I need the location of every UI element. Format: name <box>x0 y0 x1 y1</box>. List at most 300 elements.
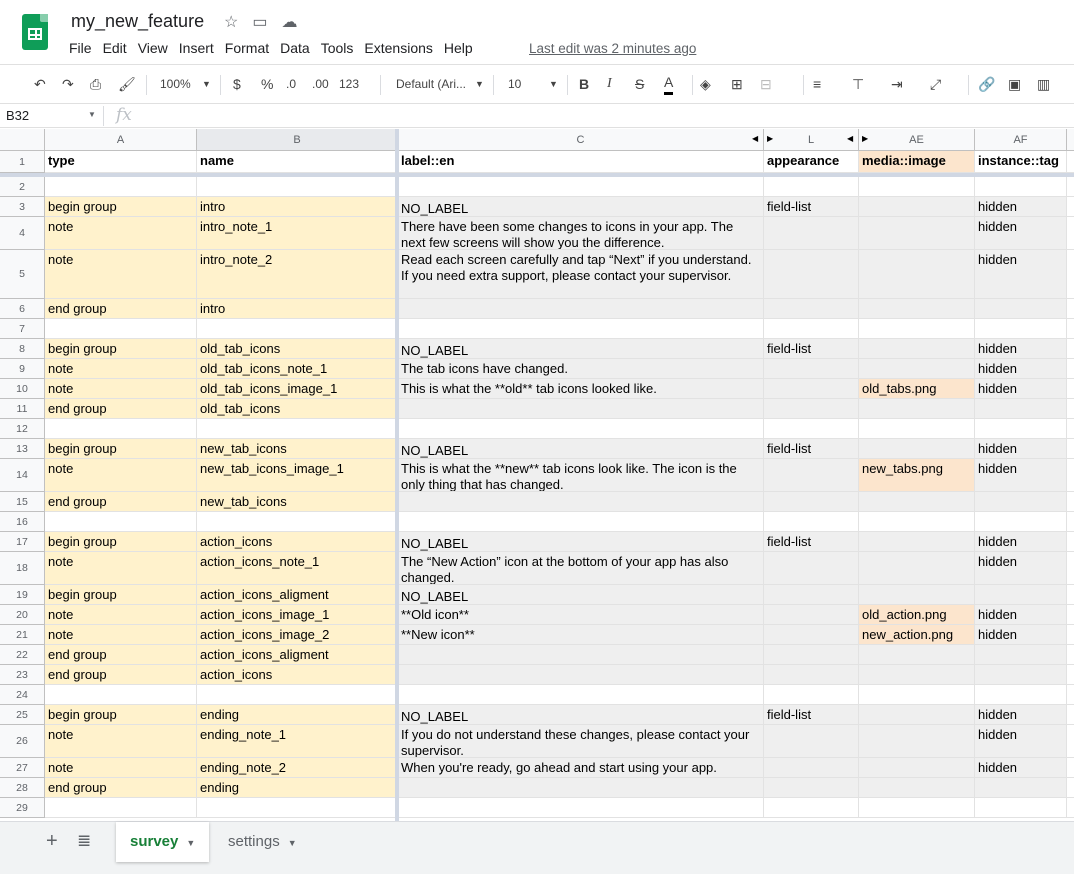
cell-label-en[interactable] <box>398 778 764 798</box>
cell-label-en[interactable]: The tab icons have changed. <box>398 359 764 379</box>
cell-instance-tag[interactable] <box>975 585 1067 605</box>
row-header[interactable]: 13 <box>0 439 45 459</box>
cell-label-en[interactable]: NO_LABEL <box>398 439 764 459</box>
cell-overflow[interactable] <box>1067 725 1074 758</box>
document-title[interactable]: my_new_feature <box>71 11 205 31</box>
column-title-appearance[interactable]: appearance <box>764 151 859 173</box>
cell-instance-tag[interactable] <box>975 512 1067 532</box>
cell-instance-tag[interactable]: hidden <box>975 725 1067 758</box>
cell-instance-tag[interactable] <box>975 177 1067 197</box>
cell-appearance[interactable] <box>764 217 859 250</box>
cell-label-en[interactable]: This is what the **new** tab icons look like. The icon is the only thing that has changed. <box>398 459 764 492</box>
cell-overflow[interactable] <box>1067 197 1074 217</box>
cell-label-en[interactable]: NO_LABEL <box>398 585 764 605</box>
row-header[interactable]: 9 <box>0 359 45 379</box>
cell-media-image[interactable] <box>859 319 975 339</box>
cell-type[interactable]: begin group <box>45 532 197 552</box>
menu-insert[interactable]: Insert <box>178 40 214 56</box>
cell-media-image[interactable]: new_tabs.png <box>859 459 975 492</box>
cell-media-image[interactable] <box>859 705 975 725</box>
cell-overflow[interactable] <box>1067 459 1074 492</box>
cell-instance-tag[interactable]: hidden <box>975 532 1067 552</box>
cell-label-en[interactable] <box>398 645 764 665</box>
cell-instance-tag[interactable]: hidden <box>975 552 1067 585</box>
cell-label-en[interactable]: Read each screen carefully and tap “Next” if you understand. If you need extra support, please contact your supervisor. <box>398 250 764 299</box>
column-header-a[interactable]: A <box>45 129 197 151</box>
cell-instance-tag[interactable]: hidden <box>975 439 1067 459</box>
row-header[interactable]: 25 <box>0 705 45 725</box>
formula-bar <box>0 104 1074 128</box>
cell-media-image[interactable] <box>859 512 975 532</box>
row-header[interactable]: 27 <box>0 758 45 778</box>
row-header[interactable]: 16 <box>0 512 45 532</box>
menu-edit[interactable]: Edit <box>102 40 127 56</box>
row-header[interactable]: 4 <box>0 217 45 250</box>
cell-type[interactable]: note <box>45 217 197 250</box>
cell-media-image[interactable] <box>859 339 975 359</box>
cell-type[interactable]: note <box>45 250 197 299</box>
cell-instance-tag[interactable] <box>975 665 1067 685</box>
cell-name[interactable]: action_icons <box>197 665 398 685</box>
cell-media-image[interactable] <box>859 552 975 585</box>
cell-overflow[interactable] <box>1067 665 1074 685</box>
cell-overflow[interactable] <box>1067 419 1074 439</box>
cell-label-en[interactable]: NO_LABEL <box>398 197 764 217</box>
cell-appearance[interactable]: field-list <box>764 197 859 217</box>
cell-label-en[interactable] <box>398 798 764 818</box>
cell-instance-tag[interactable] <box>975 299 1067 319</box>
cell-type[interactable]: note <box>45 379 197 399</box>
cell-instance-tag[interactable] <box>975 419 1067 439</box>
cell-media-image[interactable] <box>859 758 975 778</box>
chevron-down-icon[interactable]: ▼ <box>202 79 211 89</box>
chevron-down-icon[interactable]: ▼ <box>475 79 484 89</box>
column-header-af[interactable]: AF <box>975 129 1067 151</box>
menu-help[interactable]: Help <box>443 40 473 56</box>
cell-overflow[interactable] <box>1067 359 1074 379</box>
cell-media-image[interactable] <box>859 177 975 197</box>
row-header[interactable]: 12 <box>0 419 45 439</box>
menu-data[interactable]: Data <box>280 40 310 56</box>
last-edit-link[interactable]: Last edit was 2 minutes ago <box>529 41 697 56</box>
cell-name[interactable]: old_tab_icons_image_1 <box>197 379 398 399</box>
cell-label-en[interactable]: NO_LABEL <box>398 532 764 552</box>
italic-icon[interactable]: I <box>607 76 612 91</box>
cell-instance-tag[interactable]: hidden <box>975 359 1067 379</box>
bold-icon[interactable]: B <box>579 76 590 92</box>
cell-name[interactable]: action_icons_aligment <box>197 645 398 665</box>
cell-name[interactable]: intro <box>197 299 398 319</box>
cell-instance-tag[interactable]: hidden <box>975 217 1067 250</box>
cell-name[interactable]: intro_note_2 <box>197 250 398 299</box>
cell-overflow[interactable] <box>1067 217 1074 250</box>
cell-overflow[interactable] <box>1067 177 1074 197</box>
text-rotation-icon[interactable]: ⤢ <box>930 76 942 92</box>
menu-tools[interactable]: Tools <box>320 40 354 56</box>
menu-file[interactable]: File <box>69 40 92 56</box>
row-header[interactable]: 22 <box>0 645 45 665</box>
cell-name[interactable]: intro_note_1 <box>197 217 398 250</box>
cell-name[interactable]: action_icons <box>197 532 398 552</box>
cell-type[interactable]: note <box>45 625 197 645</box>
row-header[interactable]: 23 <box>0 665 45 685</box>
column-title-instance-tag[interactable]: instance::tag <box>975 151 1067 173</box>
cell-label-en[interactable] <box>398 665 764 685</box>
row-header[interactable]: 20 <box>0 605 45 625</box>
cell-type[interactable]: begin group <box>45 705 197 725</box>
cell-name[interactable]: old_tab_icons_note_1 <box>197 359 398 379</box>
cell-appearance[interactable] <box>764 605 859 625</box>
hidden-columns-right-icon[interactable]: ▶ <box>767 134 774 143</box>
frozen-column-divider[interactable] <box>395 129 399 821</box>
cell-appearance[interactable] <box>764 419 859 439</box>
cell-type[interactable] <box>45 177 197 197</box>
hidden-columns-left-icon[interactable]: ◀ <box>847 134 854 143</box>
cell-appearance[interactable] <box>764 625 859 645</box>
print-icon[interactable]: ⎙ <box>90 76 102 92</box>
cell-label-en[interactable] <box>398 399 764 419</box>
sheets-logo-icon[interactable] <box>22 14 48 50</box>
cell-media-image[interactable] <box>859 359 975 379</box>
cell-media-image[interactable] <box>859 299 975 319</box>
row-header[interactable]: 3 <box>0 197 45 217</box>
menu-view[interactable]: View <box>137 40 168 56</box>
cell-name[interactable] <box>197 319 398 339</box>
row-header[interactable]: 11 <box>0 399 45 419</box>
cell-media-image[interactable] <box>859 250 975 299</box>
cell-label-en[interactable] <box>398 512 764 532</box>
cell-appearance[interactable]: field-list <box>764 339 859 359</box>
zoom-select[interactable]: 100% <box>160 77 191 91</box>
menu-format[interactable]: Format <box>224 40 270 56</box>
cell-appearance[interactable]: field-list <box>764 439 859 459</box>
add-sheet-icon[interactable]: + <box>46 830 58 852</box>
cell-media-image[interactable]: old_tabs.png <box>859 379 975 399</box>
cell-instance-tag[interactable] <box>975 645 1067 665</box>
paint-format-icon[interactable]: 🖌 <box>118 76 136 92</box>
cell-media-image[interactable] <box>859 197 975 217</box>
row-header[interactable]: 6 <box>0 299 45 319</box>
cell-overflow[interactable] <box>1067 645 1074 665</box>
cell-type[interactable]: note <box>45 605 197 625</box>
cell-name[interactable]: old_tab_icons <box>197 399 398 419</box>
cell-overflow[interactable] <box>1067 339 1074 359</box>
cell-name[interactable]: new_tab_icons <box>197 439 398 459</box>
merge-cells-icon[interactable]: ⊟ <box>760 76 772 92</box>
cell-label-en[interactable]: When you're ready, go ahead and start using your app. <box>398 758 764 778</box>
cell-media-image[interactable] <box>859 685 975 705</box>
spreadsheet-grid[interactable] <box>0 129 1074 821</box>
borders-icon[interactable]: ⊞ <box>731 76 743 92</box>
cell-name[interactable]: old_tab_icons <box>197 339 398 359</box>
cell-appearance[interactable] <box>764 665 859 685</box>
cell-type[interactable] <box>45 512 197 532</box>
cell-label-en[interactable] <box>398 492 764 512</box>
font-size-select[interactable]: 10 <box>508 77 522 91</box>
cell-appearance[interactable] <box>764 250 859 299</box>
row-header[interactable]: 2 <box>0 177 45 197</box>
cell-overflow[interactable] <box>1067 299 1074 319</box>
cell-name[interactable]: ending_note_2 <box>197 758 398 778</box>
cell-label-en[interactable]: If you do not understand these changes, please contact your supervisor. <box>398 725 764 758</box>
cell-type[interactable]: begin group <box>45 339 197 359</box>
cell-appearance[interactable] <box>764 399 859 419</box>
column-title-label-en[interactable]: label::en <box>398 151 764 173</box>
insert-chart-icon[interactable]: ▥ <box>1037 76 1051 92</box>
cell-name[interactable]: new_tab_icons <box>197 492 398 512</box>
more-formats-button[interactable]: 123 <box>339 77 360 91</box>
cell-label-en[interactable]: **New icon** <box>398 625 764 645</box>
row-header[interactable]: 26 <box>0 725 45 758</box>
cell-overflow[interactable] <box>1067 605 1074 625</box>
cell-name[interactable]: ending <box>197 778 398 798</box>
cell-label-en[interactable]: The “New Action” icon at the bottom of your app has also changed. <box>398 552 764 585</box>
cell-media-image[interactable] <box>859 217 975 250</box>
cell-instance-tag[interactable]: hidden <box>975 705 1067 725</box>
cell-name[interactable] <box>197 177 398 197</box>
cell-overflow[interactable] <box>1067 492 1074 512</box>
cell-type[interactable] <box>45 798 197 818</box>
cell-overflow[interactable] <box>1067 379 1074 399</box>
cloud-status-icon[interactable]: ☁ <box>281 14 298 31</box>
redo-icon[interactable]: ↷ <box>62 76 74 92</box>
chevron-down-icon[interactable]: ▼ <box>88 110 96 119</box>
tab-label: survey <box>130 833 179 850</box>
row-header[interactable]: 24 <box>0 685 45 705</box>
font-select[interactable]: Default (Ari... <box>396 77 467 91</box>
column-header-c[interactable]: C <box>398 129 764 151</box>
cell-overflow[interactable] <box>1067 250 1074 299</box>
cell-appearance[interactable] <box>764 512 859 532</box>
hidden-columns-left-icon[interactable]: ◀ <box>752 134 759 143</box>
cell-appearance[interactable] <box>764 177 859 197</box>
star-icon[interactable]: ☆ <box>224 14 239 31</box>
tab-settings[interactable] <box>214 822 311 862</box>
cell-media-image[interactable] <box>859 399 975 419</box>
cell-type[interactable]: note <box>45 459 197 492</box>
chevron-down-icon[interactable]: ▼ <box>549 79 558 89</box>
cell-appearance[interactable] <box>764 758 859 778</box>
cell-label-en[interactable]: **Old icon** <box>398 605 764 625</box>
hidden-columns-right-icon[interactable]: ▶ <box>862 134 869 143</box>
cell-type[interactable]: end group <box>45 665 197 685</box>
cell-media-image[interactable] <box>859 492 975 512</box>
cell-type[interactable]: note <box>45 758 197 778</box>
name-box[interactable]: B32 <box>6 108 30 123</box>
cell-label-en[interactable] <box>398 299 764 319</box>
cell-type[interactable]: begin group <box>45 439 197 459</box>
cell-overflow[interactable] <box>1067 552 1074 585</box>
cell-name[interactable]: ending <box>197 705 398 725</box>
cell-type[interactable] <box>45 685 197 705</box>
row-header[interactable]: 1 <box>0 151 45 173</box>
cell-label-en[interactable]: This is what the **old** tab icons looked like. <box>398 379 764 399</box>
row-header[interactable]: 19 <box>0 585 45 605</box>
cell-media-image[interactable] <box>859 532 975 552</box>
cell-overflow[interactable] <box>1067 685 1074 705</box>
move-folder-icon[interactable]: ▭ <box>252 14 268 31</box>
cell-name[interactable] <box>197 685 398 705</box>
row-header[interactable]: 8 <box>0 339 45 359</box>
decrease-decimal-button[interactable]: .0 <box>286 77 297 91</box>
cell-name[interactable]: intro <box>197 197 398 217</box>
cell-instance-tag[interactable]: hidden <box>975 605 1067 625</box>
cell-instance-tag[interactable] <box>975 319 1067 339</box>
row-header[interactable]: 14 <box>0 459 45 492</box>
cell-appearance[interactable] <box>764 552 859 585</box>
row-header[interactable]: 21 <box>0 625 45 645</box>
cell-instance-tag[interactable]: hidden <box>975 758 1067 778</box>
cell-appearance[interactable] <box>764 645 859 665</box>
cell-appearance[interactable] <box>764 359 859 379</box>
cell-media-image[interactable] <box>859 419 975 439</box>
cell-type[interactable] <box>45 419 197 439</box>
cell-overflow[interactable] <box>1067 705 1074 725</box>
chevron-down-icon[interactable]: ▼ <box>287 838 297 848</box>
row-header[interactable]: 17 <box>0 532 45 552</box>
cell-name[interactable] <box>197 512 398 532</box>
tab-survey[interactable] <box>116 822 209 862</box>
cell-instance-tag[interactable] <box>975 798 1067 818</box>
cell-media-image[interactable] <box>859 778 975 798</box>
text-wrap-icon[interactable]: ⇥ <box>891 76 903 92</box>
cell-type[interactable]: end group <box>45 492 197 512</box>
menu-extensions[interactable]: Extensions <box>364 40 433 56</box>
cell-appearance[interactable] <box>764 459 859 492</box>
cell-type[interactable]: note <box>45 552 197 585</box>
cell-name[interactable]: action_icons_image_2 <box>197 625 398 645</box>
column-title-media-image[interactable]: media::image <box>859 151 975 173</box>
cell-type[interactable]: begin group <box>45 197 197 217</box>
cell-media-image[interactable] <box>859 665 975 685</box>
cell-type[interactable]: end group <box>45 299 197 319</box>
cell-appearance[interactable] <box>764 778 859 798</box>
cell-appearance[interactable] <box>764 798 859 818</box>
cell-type[interactable]: end group <box>45 778 197 798</box>
row-header[interactable]: 7 <box>0 319 45 339</box>
row-header[interactable]: 29 <box>0 798 45 818</box>
cell-overflow[interactable] <box>1067 399 1074 419</box>
align-vertical-icon[interactable]: ⊤ <box>852 76 865 92</box>
cell-media-image[interactable] <box>859 645 975 665</box>
cell-overflow[interactable] <box>1067 778 1074 798</box>
cell-label-en[interactable]: NO_LABEL <box>398 339 764 359</box>
cell-type[interactable]: note <box>45 725 197 758</box>
column-header-b[interactable]: B <box>197 129 398 151</box>
strikethrough-icon[interactable]: S <box>635 76 645 92</box>
column-header-ae[interactable]: AE <box>859 129 975 151</box>
cell-overflow[interactable] <box>1067 439 1074 459</box>
cell-label-en[interactable]: There have been some changes to icons in your app. The next few screens will show you the difference. <box>398 217 764 250</box>
align-horizontal-icon[interactable]: ≡ <box>813 76 822 92</box>
cell-type[interactable]: end group <box>45 645 197 665</box>
cell-appearance[interactable] <box>764 379 859 399</box>
cell-name[interactable]: ending_note_1 <box>197 725 398 758</box>
text-color-icon[interactable]: A <box>664 73 673 95</box>
cell-overflow[interactable] <box>1067 798 1074 818</box>
cell-appearance[interactable] <box>764 585 859 605</box>
cell-name[interactable]: action_icons_note_1 <box>197 552 398 585</box>
cell-label-en[interactable] <box>398 177 764 197</box>
insert-link-icon[interactable]: 🔗 <box>978 76 996 92</box>
cell-media-image[interactable]: old_action.png <box>859 605 975 625</box>
column-header-next[interactable] <box>1067 129 1074 151</box>
cell-label-en[interactable] <box>398 685 764 705</box>
increase-decimal-button[interactable]: .00 <box>312 77 329 91</box>
insert-comment-icon[interactable]: ▣ <box>1008 76 1022 92</box>
cell-overflow[interactable] <box>1067 625 1074 645</box>
cell-overflow[interactable] <box>1067 319 1074 339</box>
cell-appearance[interactable] <box>764 319 859 339</box>
cell-type[interactable]: note <box>45 359 197 379</box>
cell-media-image[interactable]: new_action.png <box>859 625 975 645</box>
cell-instance-tag[interactable]: hidden <box>975 197 1067 217</box>
row-header[interactable]: 28 <box>0 778 45 798</box>
cell-type[interactable]: end group <box>45 399 197 419</box>
chevron-down-icon[interactable]: ▼ <box>186 838 196 848</box>
column-title-type[interactable]: type <box>45 151 197 173</box>
cell-appearance[interactable] <box>764 685 859 705</box>
cell-appearance[interactable]: field-list <box>764 532 859 552</box>
cell-label-en[interactable]: NO_LABEL <box>398 705 764 725</box>
column-header-l[interactable]: L <box>764 129 859 151</box>
all-sheets-icon[interactable]: ≣ <box>77 831 92 850</box>
row-header[interactable]: 18 <box>0 552 45 585</box>
cell-media-image[interactable] <box>859 439 975 459</box>
currency-button[interactable]: $ <box>233 76 241 92</box>
cell-instance-tag[interactable] <box>975 778 1067 798</box>
cell-name[interactable] <box>197 419 398 439</box>
cell-appearance[interactable] <box>764 492 859 512</box>
percent-button[interactable]: % <box>261 76 274 92</box>
cell-name[interactable] <box>197 798 398 818</box>
cell-instance-tag[interactable]: hidden <box>975 459 1067 492</box>
fill-color-icon[interactable]: ◈ <box>700 76 711 92</box>
cell-overflow[interactable] <box>1067 585 1074 605</box>
undo-icon[interactable]: ↶ <box>34 76 46 92</box>
cell-media-image[interactable] <box>859 798 975 818</box>
cell-type[interactable]: begin group <box>45 585 197 605</box>
cell-overflow[interactable] <box>1067 758 1074 778</box>
cell-instance-tag[interactable]: hidden <box>975 625 1067 645</box>
row-header[interactable]: 15 <box>0 492 45 512</box>
cell-label-en[interactable] <box>398 319 764 339</box>
row-header[interactable]: 10 <box>0 379 45 399</box>
cell-type[interactable] <box>45 319 197 339</box>
cell-appearance[interactable] <box>764 299 859 319</box>
cell-instance-tag[interactable]: hidden <box>975 379 1067 399</box>
cell-name[interactable]: new_tab_icons_image_1 <box>197 459 398 492</box>
cell-instance-tag[interactable] <box>975 492 1067 512</box>
cell-overflow[interactable] <box>1067 532 1074 552</box>
cell-name[interactable]: action_icons_aligment <box>197 585 398 605</box>
cell-overflow[interactable] <box>1067 151 1074 173</box>
select-all-corner[interactable] <box>0 129 45 151</box>
cell-instance-tag[interactable]: hidden <box>975 250 1067 299</box>
cell-appearance[interactable]: field-list <box>764 705 859 725</box>
cell-instance-tag[interactable]: hidden <box>975 339 1067 359</box>
cell-instance-tag[interactable] <box>975 399 1067 419</box>
cell-appearance[interactable] <box>764 725 859 758</box>
cell-media-image[interactable] <box>859 725 975 758</box>
cell-name[interactable]: action_icons_image_1 <box>197 605 398 625</box>
column-title-name[interactable]: name <box>197 151 398 173</box>
cell-instance-tag[interactable] <box>975 685 1067 705</box>
row-header[interactable]: 5 <box>0 250 45 299</box>
cell-media-image[interactable] <box>859 585 975 605</box>
cell-overflow[interactable] <box>1067 512 1074 532</box>
cell-label-en[interactable] <box>398 419 764 439</box>
